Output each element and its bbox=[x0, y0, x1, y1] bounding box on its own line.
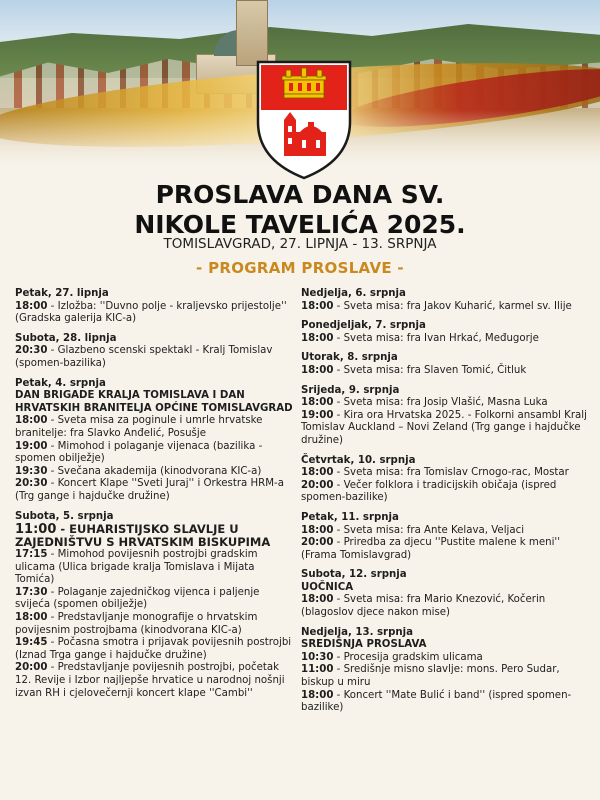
program-heading: - PROGRAM PROSLAVE - bbox=[196, 259, 404, 277]
schedule-item bbox=[15, 549, 297, 587]
item-time: 10:30 bbox=[301, 651, 334, 663]
day-subtitle: DAN BRIGADE KRALJA TOMISLAVA I DAN HRVATSKIH BRANITELJA OPĆINE TOMISLAVGRAD bbox=[15, 390, 293, 414]
schedule-left-column bbox=[15, 288, 297, 707]
item-time: 17:15 bbox=[15, 549, 48, 561]
page-title bbox=[0, 180, 600, 240]
item-time: 18:00 bbox=[301, 524, 334, 536]
item-text: - Izložba: ''Duvno polje - kraljevsko prijestolje'' (Gradska galerija KIC-a) bbox=[15, 300, 287, 325]
day-subtitle-text: - EUHARISTIJSKO SLAVLJE U ZAJEDNIŠTVU S HRVATSKIM BISKUPIMA bbox=[15, 522, 271, 550]
schedule-item bbox=[301, 690, 593, 715]
schedule-item bbox=[301, 397, 593, 410]
schedule-item bbox=[15, 345, 297, 370]
day-title: Ponedjeljak, 7. srpnja bbox=[301, 320, 426, 332]
day-block bbox=[301, 455, 593, 505]
item-text: - Koncert Klape ''Sveti Juraj'' i Orkestra HRM-a (Trg gange i hajdučke družine) bbox=[15, 478, 284, 502]
day-block bbox=[15, 333, 297, 371]
schedule-right-column bbox=[301, 288, 593, 722]
schedule-item bbox=[15, 301, 297, 326]
item-text: - Predstavljanje povijesnih postrojbi, početak 12. Revije i Izbor najljepše hrvatice u narodnoj nošnji izvan RH i cjelovečernji koncert klape ''Cambi'' bbox=[15, 662, 285, 699]
day-block bbox=[301, 288, 593, 313]
schedule-item bbox=[301, 480, 593, 505]
schedule-item bbox=[301, 594, 593, 619]
item-time: 19:00 bbox=[301, 409, 334, 421]
day-subtitle bbox=[15, 523, 297, 549]
item-text: - Mimohod povijesnih postrojbi gradskim ulicama (Ulica brigade kralja Tomislava i Mijata Tomića) bbox=[15, 549, 258, 586]
item-time: 18:00 bbox=[301, 397, 334, 409]
item-text: - Večer folklora i tradicijskih običaja (ispred spomen-bazilike) bbox=[301, 479, 557, 504]
item-text: - Sveta misa: fra Jakov Kuharić, karmel sv. Ilije bbox=[333, 300, 572, 312]
day-block bbox=[301, 385, 593, 448]
item-time: 18:00 bbox=[301, 300, 334, 312]
day-title: Subota, 5. srpnja bbox=[15, 510, 114, 522]
schedule-item bbox=[301, 365, 593, 378]
item-time: 11:00 bbox=[301, 664, 334, 676]
item-text: - Predstavljanje monografije o hrvatskim povijesnim postrojbama (kinodvorana KIC-a) bbox=[15, 612, 258, 636]
schedule-item bbox=[301, 537, 593, 562]
schedule-item bbox=[301, 301, 593, 314]
item-time: 19:00 bbox=[15, 440, 48, 452]
schedule-item bbox=[301, 664, 593, 689]
item-text: - Mimohod i polaganje vijenaca (bazilika - spomen obilježje) bbox=[15, 440, 263, 465]
schedule-item bbox=[15, 637, 297, 662]
item-time: 20:00 bbox=[301, 479, 334, 491]
item-text: - Procesija gradskim ulicama bbox=[333, 651, 483, 663]
day-block bbox=[15, 378, 297, 504]
item-text: - Kira ora Hrvatska 2025. - Folkorni ansambl Kralj Tomislav Auckland – Novi Zeland (Trg gange i hajdučke družine) bbox=[301, 409, 587, 446]
day-subtitle: SREDIŠNJA PROSLAVA bbox=[301, 639, 427, 651]
day-title: Petak, 27. lipnja bbox=[15, 288, 109, 299]
item-text: - Sveta misa: fra Slaven Tomić, Čitluk bbox=[333, 364, 527, 376]
banner-church-tower bbox=[236, 0, 268, 66]
item-time: 17:30 bbox=[15, 586, 48, 598]
day-block bbox=[301, 320, 593, 345]
item-time: 19:30 bbox=[15, 465, 48, 477]
day-block bbox=[15, 511, 297, 701]
day-title: Utorak, 8. srpnja bbox=[301, 352, 398, 364]
item-text: - Sveta misa: fra Tomislav Crnogo-rac, Mostar bbox=[333, 467, 569, 479]
item-text: - Središnje misno slavlje: mons. Pero Sudar, biskup u miru bbox=[301, 664, 560, 689]
item-text: - Koncert ''Mate Bulić i band'' (ispred spomen-bazilike) bbox=[301, 689, 572, 714]
schedule-item bbox=[15, 587, 297, 612]
day-block bbox=[301, 627, 593, 715]
item-text: - Svečana akademija (kinodvorana KIC-a) bbox=[47, 465, 262, 477]
schedule-item bbox=[15, 466, 297, 479]
schedule-item bbox=[15, 612, 297, 637]
item-time: 18:00 bbox=[301, 364, 334, 376]
item-time: 18:00 bbox=[301, 332, 334, 344]
item-text: - Sveta misa: fra Ivan Hrkać, Međugorje bbox=[333, 332, 539, 344]
item-time: 20:30 bbox=[15, 345, 48, 357]
item-time: 18:00 bbox=[301, 594, 334, 606]
schedule-item bbox=[301, 525, 593, 538]
day-title: Nedjelja, 13. srpnja bbox=[301, 626, 413, 638]
page-title-line1: PROSLAVA DANA SV. bbox=[155, 180, 445, 209]
schedule-item bbox=[15, 662, 297, 700]
item-text: - Polaganje zajedničkog vijenca i paljenje svijeća (spomen obilježje) bbox=[15, 586, 260, 611]
item-text: - Počasna smotra i prijavak povijesnih postrojbi (Iznad Trga gange i hajdučke družine) bbox=[15, 637, 292, 661]
day-title: Subota, 28. lipnja bbox=[15, 332, 117, 344]
item-text: - Glazbeno scenski spektakl - Kralj Tomislav (spomen-bazilika) bbox=[15, 345, 273, 369]
day-title: Petak, 11. srpnja bbox=[301, 511, 399, 523]
item-text: - Sveta misa za poginule i umrle hrvatske branitelje: fra Slavko Anđelić, Posušje bbox=[15, 415, 263, 439]
event-location-dates: TOMISLAVGRAD, 27. LIPNJA - 13. SRPNJA bbox=[163, 236, 437, 252]
item-time: 19:45 bbox=[15, 637, 48, 649]
schedule-item bbox=[301, 410, 593, 448]
schedule-item bbox=[15, 441, 297, 466]
day-block bbox=[301, 569, 593, 619]
coat-of-arms-icon bbox=[256, 60, 352, 180]
schedule-item bbox=[301, 333, 593, 346]
item-text: - Sveta misa: fra Josip Vlašić, Masna Luka bbox=[333, 397, 548, 409]
day-title: Nedjelja, 6. srpnja bbox=[301, 288, 406, 299]
page-title-line2: NIKOLE TAVELIĆA 2025. bbox=[134, 210, 466, 239]
item-time: 20:00 bbox=[15, 662, 48, 674]
item-time: 18:00 bbox=[301, 467, 334, 479]
item-time: 18:00 bbox=[15, 300, 48, 312]
day-block bbox=[301, 512, 593, 562]
day-block bbox=[301, 352, 593, 377]
day-subtitle: UOČNICA bbox=[301, 581, 354, 593]
item-text: - Sveta misa: fra Mario Knezović, Kočerin (blagoslov djece nakon mise) bbox=[301, 594, 546, 619]
item-time: 18:00 bbox=[301, 689, 334, 701]
item-time: 20:00 bbox=[301, 537, 334, 549]
item-time: 20:30 bbox=[15, 478, 48, 490]
item-time: 18:00 bbox=[15, 415, 48, 427]
day-title: Petak, 4. srpnja bbox=[15, 377, 106, 389]
item-time: 18:00 bbox=[15, 612, 48, 624]
schedule-item bbox=[15, 415, 297, 440]
schedule-item bbox=[15, 478, 297, 503]
day-title: Srijeda, 9. srpnja bbox=[301, 384, 400, 396]
item-text: - Priredba za djecu ''Pustite malene k meni'' (Frama Tomislavgrad) bbox=[301, 537, 561, 561]
schedule-item bbox=[301, 652, 593, 665]
day-title: Četvrtak, 10. srpnja bbox=[301, 454, 416, 466]
schedule-item bbox=[301, 467, 593, 480]
item-time: 11:00 bbox=[15, 522, 57, 538]
day-title: Subota, 12. srpnja bbox=[301, 569, 407, 581]
item-text: - Sveta misa: fra Ante Kelava, Veljaci bbox=[333, 524, 525, 536]
day-block bbox=[15, 288, 297, 326]
